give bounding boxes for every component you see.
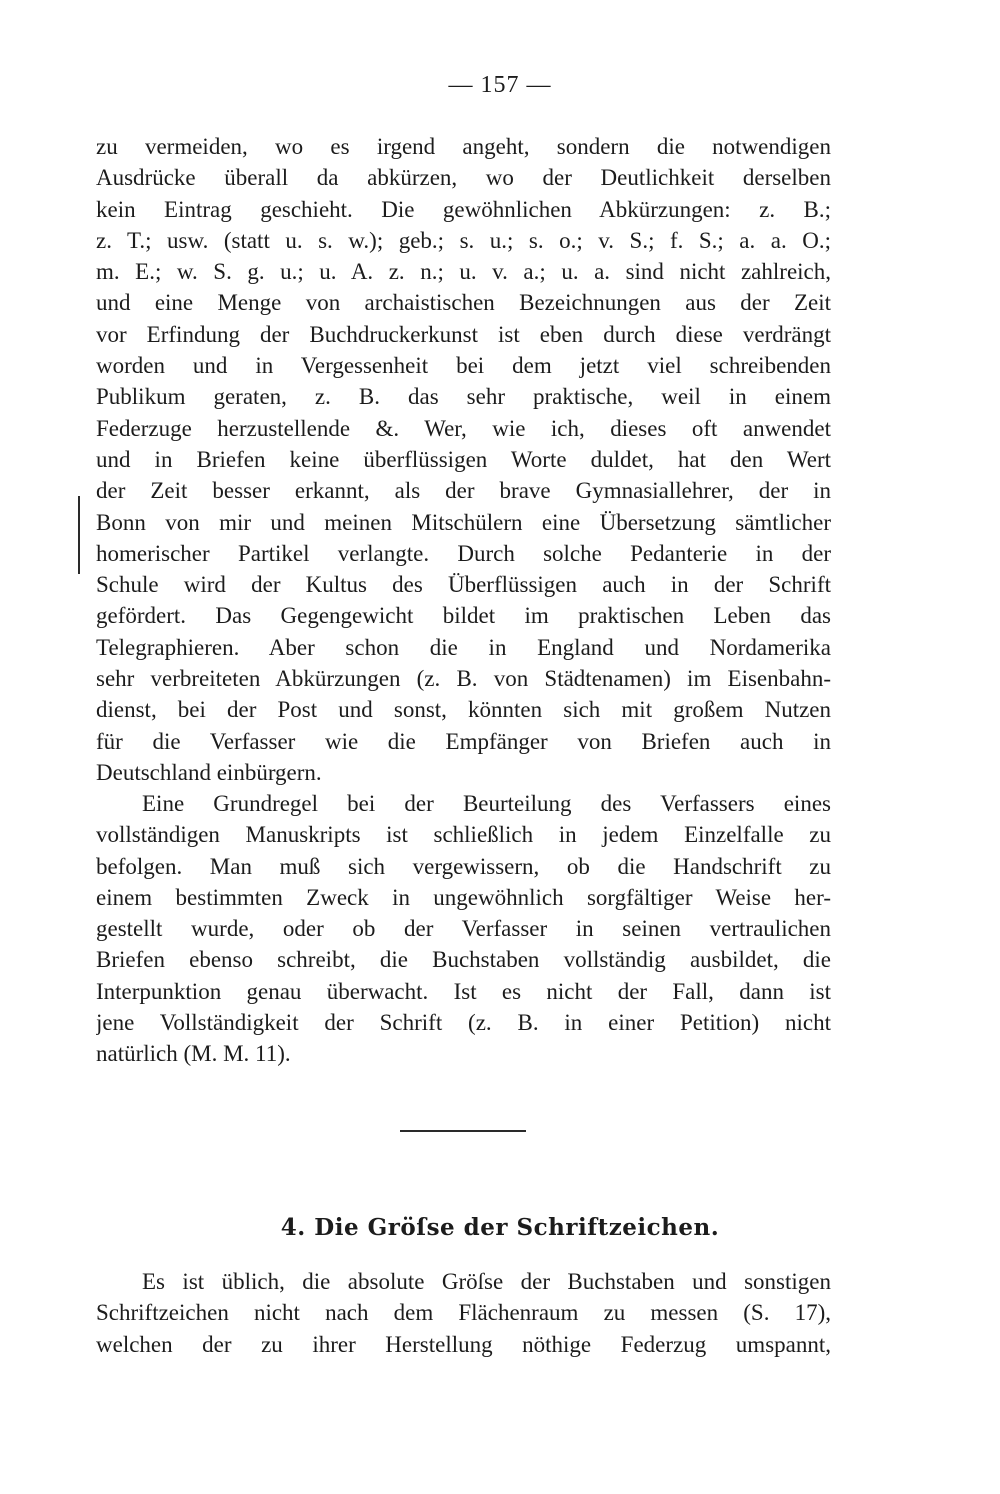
text-line: Publikum geraten, z. B. das sehr praktische, weil in einem [96,384,831,410]
margin-marking [78,496,80,574]
text-line: und in Briefen keine überflüssigen Worte duldet, hat den Wert [96,446,831,472]
text-line: der Zeit besser erkannt, als der brave Gymnasiallehrer, der in [96,478,831,504]
text-line: Es ist üblich, die absolute Gröſse der Buchstaben und sonstigen [142,1269,831,1294]
section-separator-rule [400,1130,526,1132]
text-line: worden und in Vergessenheit bei dem jetzt viel schreibenden [96,353,831,379]
text-line: für die Verfasser wie die Empfänger von Briefen auch in [96,728,831,754]
text-line: einem bestimmten Zweck in ungewöhnlich sorgfältiger Weise her- [96,884,831,910]
paragraph-abbreviations [96,131,831,788]
text-line: zu vermeiden, wo es irgend angeht, sondern die notwendigen [96,134,831,159]
text-line: Ausdrücke überall da abkürzen, wo der Deutlichkeit derselben [96,165,831,191]
text-line: z. T.; usw. (statt u. s. w.); geb.; s. u.; s. o.; v. S.; f. S.; a. a. O.; [96,227,831,253]
text-line: Schriftzeichen nicht nach dem Flächenraum zu messen (S. 17), [96,1300,831,1326]
text-line: Federzuge herzustellende &. Wer, wie ich, dieses oft anwendet [96,415,831,441]
text-line: Schule wird der Kultus des Überflüssigen auch in der Schrift [96,572,831,598]
text-line: natürlich (M. M. 11). [96,1041,291,1067]
text-line: welchen der zu ihrer Herstellung nöthige Federzug umspannt, [96,1331,831,1357]
text-line: jene Vollständigkeit der Schrift (z. B. in einer Petition) nicht [96,1010,831,1036]
text-line: Bonn von mir und meinen Mitschülern eine Übersetzung sämtlicher [96,509,831,535]
text-line: Telegraphieren. Aber schon die in England und Nordamerika [96,634,831,660]
text-line: Deutschland einbürgern. [96,759,322,785]
text-line: Briefen ebenso schreibt, die Buchstaben vollständig ausbildet, die [96,947,831,973]
text-line: gestellt wurde, oder ob der Verfasser in seinen vertraulichen [96,916,831,942]
paragraph-ground-rule [96,788,831,1070]
text-line: vor Erfindung der Buchdruckerkunst ist eben durch diese verdrängt [96,321,831,347]
section-heading: 4. Die Gröſse der Schriftzeichen. [280,1214,720,1241]
text-line: sehr verbreiteten Abkürzungen (z. B. von Städtenamen) im Eisenbahn- [96,666,831,692]
text-line: m. E.; w. S. g. u.; u. A. z. n.; u. v. a.; u. a. sind nicht zahlreich, [96,259,831,285]
text-line: Interpunktion genau überwacht. Ist es nicht der Fall, dann ist [96,978,831,1004]
text-line: und eine Menge von archaistischen Bezeichnungen aus der Zeit [96,290,831,316]
text-line: gefördert. Das Gegengewicht bildet im praktischen Leben das [96,603,831,629]
text-line: homerischer Partikel verlangte. Durch solche Pedanterie in der [96,540,831,566]
page-number: — 157 — [448,72,552,98]
text-line: Eine Grundregel bei der Beurteilung des Verfassers eines [142,791,831,816]
text-line: befolgen. Man muß sich vergewissern, ob die Handschrift zu [96,853,831,879]
text-line: dienst, bei der Post und sonst, könnten sich mit großem Nutzen [96,697,831,723]
text-line: vollständigen Manuskripts ist schließlich in jedem Einzelfalle zu [96,822,831,848]
paragraph-letter-size [96,1266,831,1360]
text-line: kein Eintrag geschieht. Die gewöhnlichen Abkürzungen: z. B.; [96,196,831,222]
